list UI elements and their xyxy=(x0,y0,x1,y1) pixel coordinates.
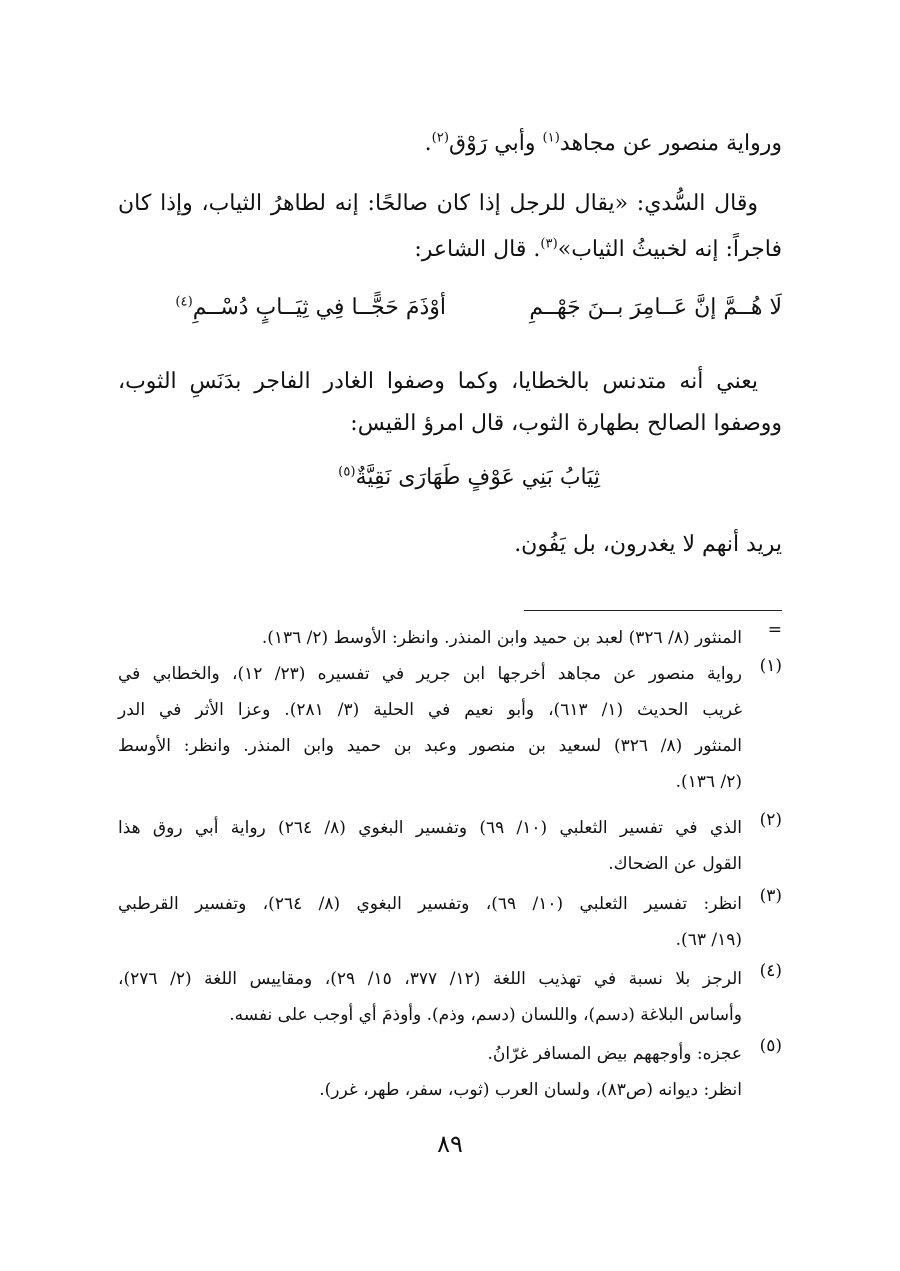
paragraph-1-line xyxy=(118,128,782,160)
continuation-text: المنثور (٨/ ٣٢٦) لعبد بن حميد وابن المنذر. وانظر: الأوسط (٢/ ١٣٦). xyxy=(261,628,742,648)
footnote-5 xyxy=(118,1036,782,1108)
p2-line2b: . قال الشاعر: xyxy=(414,237,541,262)
footnote-ref-2[interactable]: (٢) xyxy=(431,130,449,146)
footnote-1 xyxy=(118,656,782,800)
footnote-line: (٢/ ١٣٦). xyxy=(675,772,742,792)
verse-1-h2-text: أوْذَمَ حَجًّــا فِي ثِيَــابٍ دُسْــمِ xyxy=(192,295,446,320)
continuation-marker: = xyxy=(767,620,782,640)
p1-text: ورواية منصور عن مجاهد xyxy=(559,131,782,156)
paragraph-3-line-1: يعني أنه متدنس بالخطايا، وكما وصفوا الغادر الفاجر بدَنَسِ الثوب، xyxy=(118,369,758,394)
footnote-number: (٤) xyxy=(759,961,782,981)
footnote-line: (١٩/ ٦٣). xyxy=(675,930,742,950)
paragraph-2-line-1: وقال السُّدي: «يقال للرجل إذا كان صالحًا: إنه لطاهرُ الثياب، وإذا كان xyxy=(118,191,758,216)
footnote-ref-1[interactable]: (١) xyxy=(542,130,560,146)
footnote-separator xyxy=(524,610,782,611)
footnote-line: الرجز بلا نسبة في تهذيب اللغة (١٢/ ٣٧٧، ١٥/ ٢٩)، ومقاييس اللغة (٢/ ٢٧٦)، xyxy=(118,969,742,989)
footnote-3 xyxy=(118,886,782,958)
verse-2-text: ثِيَابُ بَنِي عَوْفٍ طَهَارَى نَقِيَّةٌ xyxy=(355,465,600,490)
footnote-ref-4[interactable]: (٤) xyxy=(175,294,193,310)
footnote-ref-5[interactable]: (٥) xyxy=(338,464,356,480)
verse-1-hemistich-1: لَا هُــمَّ إنَّ عَــامِرَ بــنَ جَهْــمِ xyxy=(529,295,782,320)
footnote-ref-3[interactable]: (٣) xyxy=(540,236,558,252)
footnote-line: رواية منصور عن مجاهد أخرجها ابن جرير في تفسيره (٢٣/ ١٢)، والخطابي في xyxy=(118,664,742,684)
footnote-number: (١) xyxy=(759,656,782,676)
footnote-line: غريب الحديث (١/ ٦١٣)، وأبو نعيم في الحلية (٣/ ٢٨١). وعزا الأثر في الدر xyxy=(118,700,743,720)
paragraph-2 xyxy=(118,188,782,266)
paragraph-3 xyxy=(118,366,782,440)
footnote-number: (٣) xyxy=(759,886,782,906)
paragraph-2-line-2 xyxy=(118,234,782,266)
footnote-line: الذي في تفسير الثعلبي (١٠/ ٦٩) وتفسير البغوي (٨/ ٢٦٤) رواية أبي روق هذا xyxy=(118,818,742,838)
footnote-number: (٥) xyxy=(759,1036,782,1056)
footnote-line: وأساس البلاغة (دسم)، واللسان (دسم، وذم). وأوذمَ أي أوجب على نفسه. xyxy=(229,1005,742,1025)
footnote-number: (٢) xyxy=(759,810,782,830)
footnote-2 xyxy=(118,810,782,882)
footnote-line: عجزه: وأوجههم بيض المسافر غرّانُ. xyxy=(487,1044,742,1064)
footnote-continuation xyxy=(118,620,782,656)
p1-text2: وأبي رَوْق xyxy=(449,131,543,156)
footnote-line: القول عن الضحاك. xyxy=(608,854,742,874)
footnote-line: انظر: تفسير الثعلبي (١٠/ ٦٩)، وتفسير البغوي (٨/ ٢٦٤)، وتفسير القرطبي xyxy=(118,894,742,914)
verse-1-hemistich-2 xyxy=(175,295,446,320)
footnote-line: انظر: ديوانه (ص٨٣)، ولسان العرب (ثوب، سفر، طهر، غرر). xyxy=(319,1080,742,1100)
p2-line2a: فاجراً: إنه لخبيثُ الثياب» xyxy=(557,237,782,262)
footnote-4 xyxy=(118,961,782,1033)
p1-end: . xyxy=(424,131,432,156)
paragraph-3-line-2: ووصفوا الصالح بطهارة الثوب، قال امرؤ القيس: xyxy=(350,411,782,436)
paragraph-4: يريد أنهم لا يغدرون، بل يَفُون. xyxy=(514,532,782,557)
footnote-line: المنثور (٨/ ٣٢٦) لسعيد بن منصور وعبد بن حميد وابن المنذر. وانظر: الأوسط xyxy=(118,736,742,756)
verse-2 xyxy=(338,465,600,490)
page-number: ٨٩ xyxy=(437,1130,463,1158)
paragraph-1 xyxy=(118,128,782,160)
verse-1 xyxy=(118,295,782,335)
